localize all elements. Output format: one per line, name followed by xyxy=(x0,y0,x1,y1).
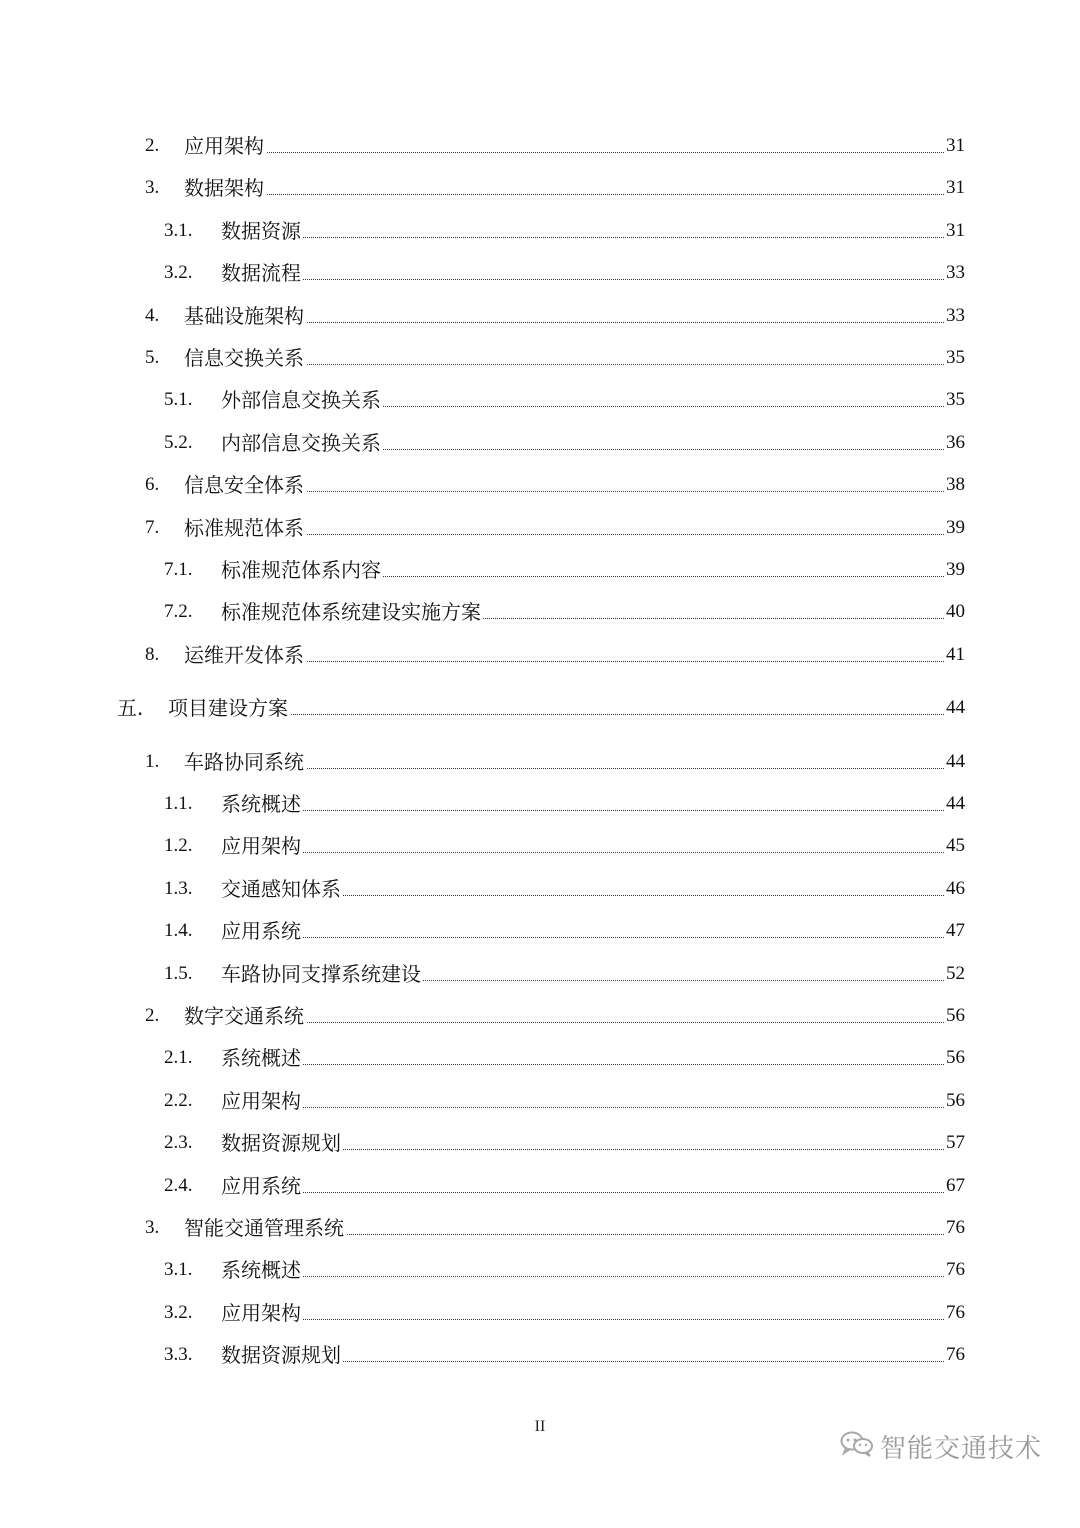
toc-page-number: 76 xyxy=(945,1213,965,1243)
toc-entry[interactable] xyxy=(0,470,1080,500)
toc-page-number: 56 xyxy=(945,1086,965,1116)
toc-entry[interactable] xyxy=(0,216,1080,246)
toc-title: 标准规范体系统建设实施方案 xyxy=(221,597,483,627)
toc-number: 5.1. xyxy=(164,389,193,410)
toc-entry[interactable] xyxy=(0,831,1080,861)
toc-number: 5. xyxy=(145,347,160,368)
toc-number: 8. xyxy=(145,644,160,665)
toc-entry[interactable] xyxy=(0,513,1080,543)
toc-title: 应用架构 xyxy=(221,1086,303,1116)
toc-number: 2.4. xyxy=(164,1175,193,1196)
toc-entry[interactable] xyxy=(0,747,1080,777)
toc-number: 3. xyxy=(145,177,160,198)
toc-page-number: 44 xyxy=(945,789,965,819)
toc-title: 数据资源规划 xyxy=(221,1340,343,1370)
toc-title: 基础设施架构 xyxy=(184,301,306,331)
toc-number: 1.5. xyxy=(164,963,193,984)
toc-title: 数字交通系统 xyxy=(184,1001,306,1031)
toc-page-number: 76 xyxy=(945,1298,965,1328)
toc-number: 1.2. xyxy=(164,835,193,856)
toc-page-number: 41 xyxy=(945,640,965,670)
toc-title: 数据资源 xyxy=(221,216,303,246)
toc-page-number: 46 xyxy=(945,874,965,904)
toc-number: 3.3. xyxy=(164,1344,193,1365)
toc-page-number: 35 xyxy=(945,385,965,415)
toc-entry[interactable] xyxy=(0,131,1080,161)
toc-title: 应用架构 xyxy=(184,131,266,161)
toc-page-number: 56 xyxy=(945,1001,965,1031)
toc-leader-dots xyxy=(221,279,962,280)
toc-title: 应用架构 xyxy=(221,1298,303,1328)
toc-number: 3.1. xyxy=(164,220,193,241)
toc-page-number: 31 xyxy=(945,131,965,161)
toc-title: 应用系统 xyxy=(221,916,303,946)
toc-entry[interactable] xyxy=(0,1213,1080,1243)
toc-number: 五. xyxy=(117,696,144,720)
toc-title: 项目建设方案 xyxy=(168,693,290,723)
toc-title: 智能交通管理系统 xyxy=(184,1213,346,1243)
toc-page-number: 76 xyxy=(945,1255,965,1285)
toc-leader-dots xyxy=(221,1064,962,1065)
toc-number: 3.1. xyxy=(164,1259,193,1280)
toc-entry[interactable] xyxy=(0,1255,1080,1285)
toc-page-number: 57 xyxy=(945,1128,965,1158)
wechat-icon xyxy=(840,1430,874,1462)
toc-page-number: 39 xyxy=(945,513,965,543)
toc-title: 信息安全体系 xyxy=(184,470,306,500)
toc-leader-dots xyxy=(221,810,962,811)
toc-page-number: 39 xyxy=(945,555,965,585)
toc-number: 1. xyxy=(145,751,160,772)
toc-title: 数据资源规划 xyxy=(221,1128,343,1158)
toc-number: 2. xyxy=(145,1005,160,1026)
toc-title: 应用架构 xyxy=(221,831,303,861)
toc-number: 7.2. xyxy=(164,601,193,622)
toc-entry[interactable] xyxy=(0,385,1080,415)
toc-number: 3.2. xyxy=(164,262,193,283)
toc-number: 1.3. xyxy=(164,878,193,899)
toc-title: 信息交换关系 xyxy=(184,343,306,373)
toc-page-number: 31 xyxy=(945,216,965,246)
toc-page-number: 33 xyxy=(945,301,965,331)
toc-title: 标准规范体系 xyxy=(184,513,306,543)
toc-page-number: 45 xyxy=(945,831,965,861)
toc-number: 1.4. xyxy=(164,920,193,941)
toc-title: 应用系统 xyxy=(221,1171,303,1201)
toc-page-number: 35 xyxy=(945,343,965,373)
toc-title: 系统概述 xyxy=(221,1043,303,1073)
toc-number: 2.1. xyxy=(164,1047,193,1068)
toc-entry[interactable] xyxy=(0,789,1080,819)
toc-leader-dots xyxy=(221,937,962,938)
toc-entry[interactable] xyxy=(0,1043,1080,1073)
toc-entry[interactable] xyxy=(0,1128,1080,1158)
toc-page-number: 44 xyxy=(945,747,965,777)
toc-entry[interactable] xyxy=(0,874,1080,904)
toc-entry[interactable] xyxy=(0,693,1080,723)
toc-entry[interactable] xyxy=(0,1171,1080,1201)
toc-number: 5.2. xyxy=(164,432,193,453)
watermark xyxy=(840,1426,1042,1466)
toc-title: 车路协同系统 xyxy=(184,747,306,777)
toc-title: 运维开发体系 xyxy=(184,640,306,670)
toc-leader-dots xyxy=(221,852,962,853)
toc-title: 数据架构 xyxy=(184,173,266,203)
toc-number: 4. xyxy=(145,305,160,326)
toc-leader-dots xyxy=(184,194,962,195)
toc-title: 系统概述 xyxy=(221,1255,303,1285)
toc-page-number: 52 xyxy=(945,959,965,989)
toc-page-number: 31 xyxy=(945,173,965,203)
toc-page-number: 76 xyxy=(945,1340,965,1370)
toc-number: 6. xyxy=(145,474,160,495)
toc-title: 外部信息交换关系 xyxy=(221,385,383,415)
toc-page-number: 36 xyxy=(945,428,965,458)
toc-title: 内部信息交换关系 xyxy=(221,428,383,458)
toc-entry[interactable] xyxy=(0,1340,1080,1370)
toc-entry[interactable] xyxy=(0,959,1080,989)
toc-title: 数据流程 xyxy=(221,258,303,288)
watermark-text: 智能交通技术 xyxy=(880,1433,1043,1464)
toc-number: 1.1. xyxy=(164,793,193,814)
toc-entry[interactable] xyxy=(0,640,1080,670)
toc-entry[interactable] xyxy=(0,258,1080,288)
toc-number: 2.2. xyxy=(164,1090,193,1111)
toc-leader-dots xyxy=(221,237,962,238)
toc-leader-dots xyxy=(221,1276,962,1277)
toc-title: 标准规范体系内容 xyxy=(221,555,383,585)
toc-leader-dots xyxy=(221,1319,962,1320)
toc-entry[interactable] xyxy=(0,916,1080,946)
toc-page-number: 47 xyxy=(945,916,965,946)
toc-leader-dots xyxy=(221,1107,962,1108)
toc-leader-dots xyxy=(221,1192,962,1193)
toc-number: 2.3. xyxy=(164,1132,193,1153)
toc-entry[interactable] xyxy=(0,1001,1080,1031)
toc-entry[interactable] xyxy=(0,1086,1080,1116)
toc-entry[interactable] xyxy=(0,597,1080,627)
toc-number: 3. xyxy=(145,1217,160,1238)
toc-title: 车路协同支撑系统建设 xyxy=(221,959,423,989)
toc-entry[interactable] xyxy=(0,301,1080,331)
toc-number: 7.1. xyxy=(164,559,193,580)
toc-page-number: 40 xyxy=(945,597,965,627)
page-number: II xyxy=(534,1418,546,1435)
toc-page-number: 38 xyxy=(945,470,965,500)
toc-page-number: 67 xyxy=(945,1171,965,1201)
toc-page-number: 56 xyxy=(945,1043,965,1073)
toc-page-number: 33 xyxy=(945,258,965,288)
toc-entry[interactable] xyxy=(0,173,1080,203)
toc-number: 2. xyxy=(145,135,160,156)
toc-entry[interactable] xyxy=(0,555,1080,585)
toc-entry[interactable] xyxy=(0,428,1080,458)
toc-number: 7. xyxy=(145,517,160,538)
toc-leader-dots xyxy=(184,152,962,153)
toc-number: 3.2. xyxy=(164,1302,193,1323)
toc-entry[interactable] xyxy=(0,343,1080,373)
toc-title: 交通感知体系 xyxy=(221,874,343,904)
toc-title: 系统概述 xyxy=(221,789,303,819)
toc-page-number: 44 xyxy=(945,693,965,723)
toc-entry[interactable] xyxy=(0,1298,1080,1328)
